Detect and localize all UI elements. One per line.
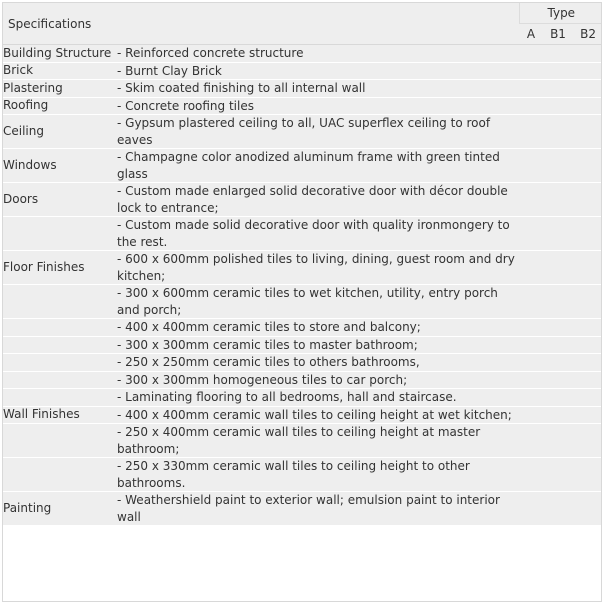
row-type-b1-cell	[543, 183, 573, 217]
type-column-a: A	[519, 24, 543, 45]
row-type-b2-cell	[573, 217, 602, 251]
row-type-a-cell	[519, 80, 543, 98]
row-description: - 600 x 600mm polished tiles to living, dining, guest room and dry kitchen;	[117, 251, 519, 285]
row-category: Plastering	[3, 80, 117, 98]
specifications-table	[3, 3, 602, 526]
table-row	[3, 406, 602, 424]
row-type-b2-cell	[573, 251, 602, 285]
row-type-b2-cell	[573, 458, 602, 492]
table-row	[3, 149, 602, 183]
row-type-b2-cell	[573, 183, 602, 217]
row-type-a-cell	[519, 45, 543, 63]
row-type-b1-cell	[543, 458, 573, 492]
row-description: - Skim coated finishing to all internal wall	[117, 80, 519, 98]
row-description: - 250 x 330mm ceramic wall tiles to ceiling height to other bathrooms.	[117, 458, 519, 492]
table-header-row	[3, 3, 602, 24]
row-type-b1-cell	[543, 336, 573, 354]
row-description: - 300 x 300mm homogeneous tiles to car porch;	[117, 371, 519, 389]
type-column-b1: B1	[543, 24, 573, 45]
row-type-b2-cell	[573, 97, 602, 115]
row-type-a-cell	[519, 336, 543, 354]
row-type-b2-cell	[573, 406, 602, 424]
specifications-header: Specifications	[3, 3, 519, 45]
row-type-a-cell	[519, 458, 543, 492]
row-description: - Weathershield paint to exterior wall; emulsion paint to interior wall	[117, 492, 519, 526]
row-category: Roofing	[3, 97, 117, 115]
type-column-b2: B2	[573, 24, 602, 45]
row-type-a-cell	[519, 251, 543, 285]
row-type-b1-cell	[543, 80, 573, 98]
row-type-a-cell	[519, 389, 543, 407]
row-type-b1-cell	[543, 371, 573, 389]
row-type-b2-cell	[573, 336, 602, 354]
row-type-a-cell	[519, 97, 543, 115]
table-row	[3, 217, 602, 251]
row-type-b1-cell	[543, 45, 573, 63]
table-row	[3, 371, 602, 389]
row-category: Wall Finishes	[3, 406, 117, 424]
row-type-b2-cell	[573, 80, 602, 98]
table-row	[3, 319, 602, 337]
row-type-b1-cell	[543, 406, 573, 424]
row-type-b1-cell	[543, 424, 573, 458]
row-description: - 300 x 300mm ceramic tiles to master bathroom;	[117, 336, 519, 354]
row-type-b2-cell	[573, 389, 602, 407]
row-type-b1-cell	[543, 319, 573, 337]
row-category	[3, 217, 117, 251]
table-row	[3, 492, 602, 526]
row-type-b1-cell	[543, 354, 573, 372]
table-row	[3, 183, 602, 217]
row-type-b2-cell	[573, 371, 602, 389]
row-description: - 250 x 400mm ceramic wall tiles to ceiling height at master bathroom;	[117, 424, 519, 458]
row-type-b2-cell	[573, 424, 602, 458]
row-description: - Champagne color anodized aluminum frame with green tinted glass	[117, 149, 519, 183]
row-category	[3, 354, 117, 372]
table-row	[3, 285, 602, 319]
table-row	[3, 80, 602, 98]
row-category: Ceiling	[3, 115, 117, 149]
table-row	[3, 115, 602, 149]
table-row	[3, 45, 602, 63]
row-type-b1-cell	[543, 97, 573, 115]
row-description: - 400 x 400mm ceramic tiles to store and balcony;	[117, 319, 519, 337]
row-type-a-cell	[519, 183, 543, 217]
row-type-a-cell	[519, 285, 543, 319]
table-row	[3, 62, 602, 80]
row-type-b1-cell	[543, 285, 573, 319]
row-description: - 300 x 600mm ceramic tiles to wet kitchen, utility, entry porch and porch;	[117, 285, 519, 319]
row-type-b1-cell	[543, 217, 573, 251]
row-type-b2-cell	[573, 319, 602, 337]
row-description: - Reinforced concrete structure	[117, 45, 519, 63]
row-type-a-cell	[519, 406, 543, 424]
row-type-b1-cell	[543, 62, 573, 80]
table-row	[3, 251, 602, 285]
row-type-a-cell	[519, 217, 543, 251]
row-category	[3, 285, 117, 319]
table-row	[3, 458, 602, 492]
row-type-b1-cell	[543, 251, 573, 285]
row-type-b2-cell	[573, 62, 602, 80]
row-type-b2-cell	[573, 115, 602, 149]
table-row	[3, 336, 602, 354]
row-category: Building Structure	[3, 45, 117, 63]
row-type-a-cell	[519, 371, 543, 389]
row-category: Floor Finishes	[3, 251, 117, 285]
row-type-b1-cell	[543, 115, 573, 149]
row-type-b2-cell	[573, 492, 602, 526]
row-category: Brick	[3, 62, 117, 80]
row-description: - Burnt Clay Brick	[117, 62, 519, 80]
row-type-a-cell	[519, 149, 543, 183]
row-description: - Custom made enlarged solid decorative door with décor double lock to entrance;	[117, 183, 519, 217]
row-description: - Gypsum plastered ceiling to all, UAC superflex ceiling to roof eaves	[117, 115, 519, 149]
row-category	[3, 371, 117, 389]
row-category	[3, 389, 117, 407]
row-type-b1-cell	[543, 149, 573, 183]
specifications-table-frame	[2, 2, 602, 602]
row-type-a-cell	[519, 354, 543, 372]
row-description: - Custom made solid decorative door with quality ironmongery to the rest.	[117, 217, 519, 251]
table-row	[3, 389, 602, 407]
row-description: - Laminating flooring to all bedrooms, hall and staircase.	[117, 389, 519, 407]
row-type-b1-cell	[543, 492, 573, 526]
row-category	[3, 458, 117, 492]
row-category	[3, 319, 117, 337]
row-description: - 250 x 250mm ceramic tiles to others bathrooms,	[117, 354, 519, 372]
row-description: - Concrete roofing tiles	[117, 97, 519, 115]
row-type-a-cell	[519, 424, 543, 458]
table-row	[3, 354, 602, 372]
row-type-a-cell	[519, 62, 543, 80]
row-type-b2-cell	[573, 354, 602, 372]
row-type-a-cell	[519, 492, 543, 526]
row-type-a-cell	[519, 115, 543, 149]
row-type-b2-cell	[573, 45, 602, 63]
row-description: - 400 x 400mm ceramic wall tiles to ceiling height at wet kitchen;	[117, 406, 519, 424]
row-category: Painting	[3, 492, 117, 526]
row-type-b2-cell	[573, 149, 602, 183]
row-category: Windows	[3, 149, 117, 183]
table-row	[3, 424, 602, 458]
row-type-b2-cell	[573, 285, 602, 319]
row-category	[3, 424, 117, 458]
row-category: Doors	[3, 183, 117, 217]
row-type-b1-cell	[543, 389, 573, 407]
row-type-a-cell	[519, 319, 543, 337]
row-category	[3, 336, 117, 354]
table-row	[3, 97, 602, 115]
type-header: Type	[519, 3, 602, 24]
